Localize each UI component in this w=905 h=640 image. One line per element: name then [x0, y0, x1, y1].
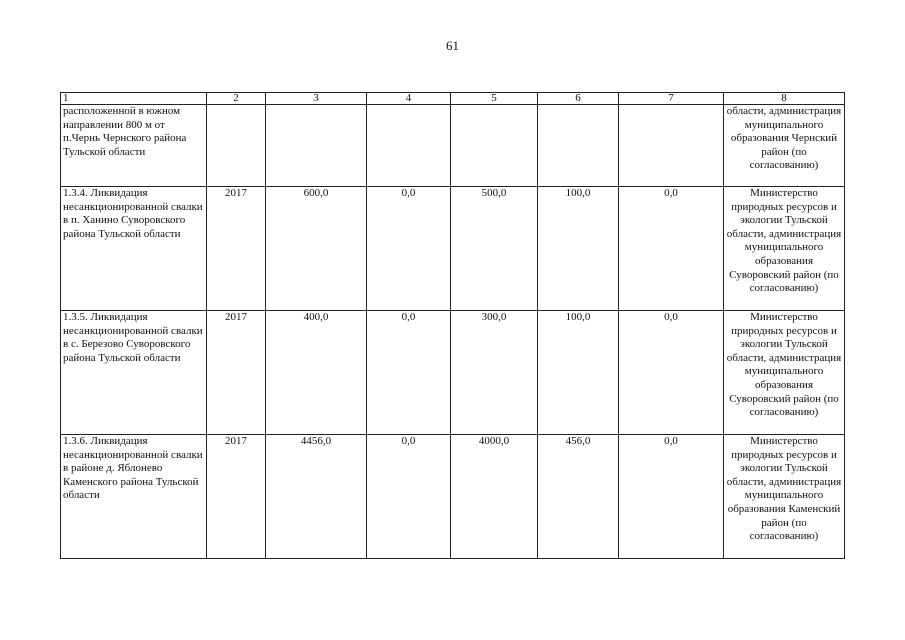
col7-cell: 0,0 — [619, 435, 724, 559]
col6-cell: 456,0 — [538, 435, 619, 559]
col7-cell: 0,0 — [619, 311, 724, 435]
year-cell: 2017 — [207, 187, 266, 311]
table-row — [61, 105, 845, 187]
col7-cell — [619, 105, 724, 187]
year-cell: 2017 — [207, 311, 266, 435]
col5-cell — [451, 105, 538, 187]
activity-description: 1.3.4. Ликвидация несанкционированной свалки в п. Ханино Суворовского района Тульской области — [61, 187, 207, 311]
page-number: 61 — [446, 38, 459, 53]
table-row — [61, 187, 845, 311]
header-cell: 7 — [619, 93, 724, 105]
table-header-row — [61, 93, 845, 105]
program-activities-table — [60, 92, 845, 559]
activity-description: 1.3.6. Ликвидация несанкционированной свалки в районе д. Яблонево Каменского района Тульской области — [61, 435, 207, 559]
col5-cell: 300,0 — [451, 311, 538, 435]
header-cell: 8 — [724, 93, 845, 105]
year-cell — [207, 105, 266, 187]
col7-cell: 0,0 — [619, 187, 724, 311]
header-cell: 4 — [367, 93, 451, 105]
header-cell: 2 — [207, 93, 266, 105]
col5-cell: 500,0 — [451, 187, 538, 311]
header-cell: 1 — [61, 93, 207, 105]
total-cell: 400,0 — [266, 311, 367, 435]
col6-cell: 100,0 — [538, 187, 619, 311]
col6-cell: 100,0 — [538, 311, 619, 435]
responsible-cell: Министерство природных ресурсов и экологии Тульской области, администрация муниципального образования Суворовский район (по согласованию) — [724, 311, 845, 435]
table-row — [61, 435, 845, 559]
activity-description: 1.3.5. Ликвидация несанкционированной свалки в с. Березово Суворовского района Тульской области — [61, 311, 207, 435]
col4-cell: 0,0 — [367, 435, 451, 559]
col4-cell — [367, 105, 451, 187]
header-cell: 6 — [538, 93, 619, 105]
activity-description: расположенной в южном направлении 800 м от п.Чернь Чернского района Тульской области — [61, 105, 207, 187]
col4-cell: 0,0 — [367, 187, 451, 311]
responsible-cell: Министерство природных ресурсов и экологии Тульской области, администрация муниципального образования Каменский район (по согласованию) — [724, 435, 845, 559]
header-cell: 3 — [266, 93, 367, 105]
table-row — [61, 311, 845, 435]
total-cell: 4456,0 — [266, 435, 367, 559]
year-cell: 2017 — [207, 435, 266, 559]
col5-cell: 4000,0 — [451, 435, 538, 559]
total-cell: 600,0 — [266, 187, 367, 311]
responsible-cell: Министерство природных ресурсов и экологии Тульской области, администрация муниципального образования Суворовский район (по согласованию) — [724, 187, 845, 311]
responsible-cell: области, администрация муниципального образования Чернский район (по согласованию) — [724, 105, 845, 187]
header-cell: 5 — [451, 93, 538, 105]
col6-cell — [538, 105, 619, 187]
total-cell — [266, 105, 367, 187]
col4-cell: 0,0 — [367, 311, 451, 435]
